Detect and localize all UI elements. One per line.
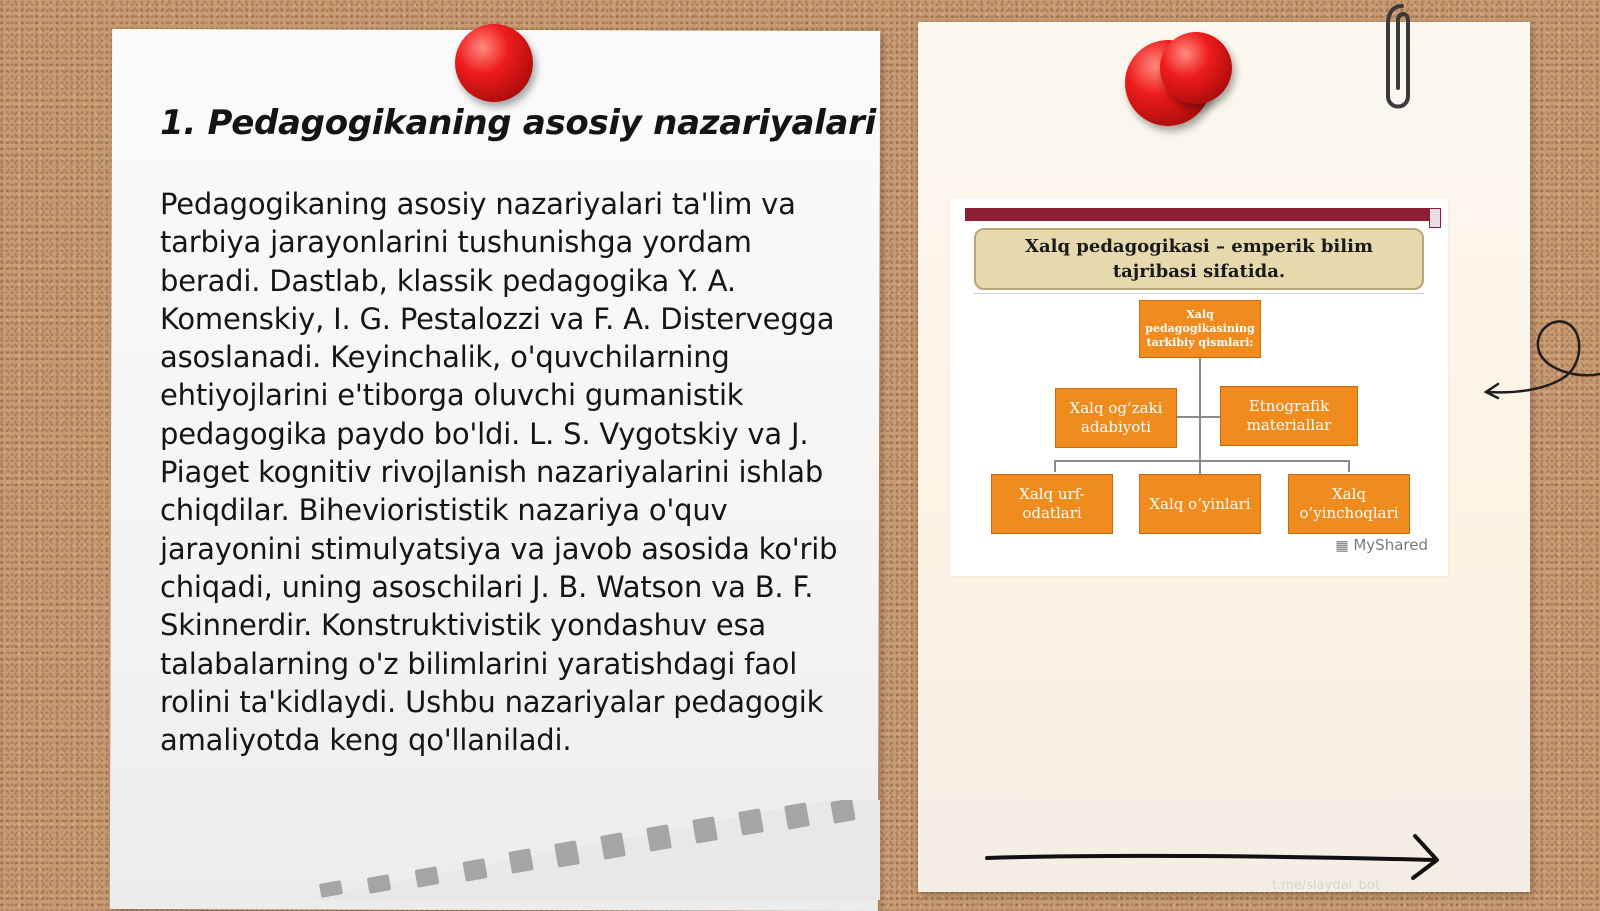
diagram-header-bar-end [1429,208,1441,228]
folk-pedagogy-diagram [950,198,1448,576]
connector-line [1054,460,1056,472]
paper-clip-icon [1372,0,1422,125]
footer-credit: t.me/slaydai_bot [1272,878,1380,893]
diagram-node-ethnographic: Etnografik materiallar [1220,386,1358,446]
push-pin-icon [1160,32,1232,104]
connector-line [1054,460,1350,462]
arrow-right-icon [985,830,1447,880]
diagram-watermark [1335,536,1428,554]
torn-edge-decoration [300,800,880,900]
diagram-node-oral-literature: Xalq og’zaki adabiyoti [1055,388,1177,448]
watermark-text: MyShared [1353,536,1428,554]
slide-title: 1. Pedagogikaning asosiy nazariyalari [160,103,876,143]
diagram-node-toys: Xalq o’yinchoqlari [1288,474,1410,534]
diagram-node-games: Xalq o’yinlari [1139,474,1261,534]
diagram-header-bar [965,208,1429,221]
diagram-divider [974,293,1424,294]
diagram-heading: Xalq pedagogikasi – emperik bilim tajribasi sifatida. [974,228,1424,290]
connector-line [1348,460,1350,472]
diagram-node-customs: Xalq urf-odatlari [991,474,1113,534]
slide-body-text: Pedagogikaning asosiy nazariyalari ta'lim va tarbiya jarayonlarini tushunishga yordam beradi. Dastlab, klassik pedagogika Y. A. Komenskiy, I. G. Pestalozzi va F. A. Distervegga asoslanadi. Keyinchalik, o'quvchilarning ehtiyojlarini e'tiborga oluvchi gumanistik pedagogika paydo bo'ldi. L. S. Vygotskiy va J. Piaget kognitiv rivojlanish nazariyalarini ishlab chiqdilar. Biheviorististik nazariya o'quv jarayonini stimulyatsiya va javob asosida ko'rib chiqadi, uning asoschilari J. B. Watson va B. F. Skinnerdir. Konstruktivistik yondashuv esa talabalarning o'z bilimlarini yaratishdagi faol rolini ta'kidlaydi. Ushbu nazariyalar pedagogik amaliyotda keng qo'llaniladi. [160,187,838,758]
loop-arrow-doodle [1480,312,1600,412]
push-pin-icon [455,24,533,102]
myshared-logo-icon: ▦ [1335,538,1349,554]
diagram-root-node: Xalq pedagogikasining tarkibiy qismlari: [1139,300,1261,358]
